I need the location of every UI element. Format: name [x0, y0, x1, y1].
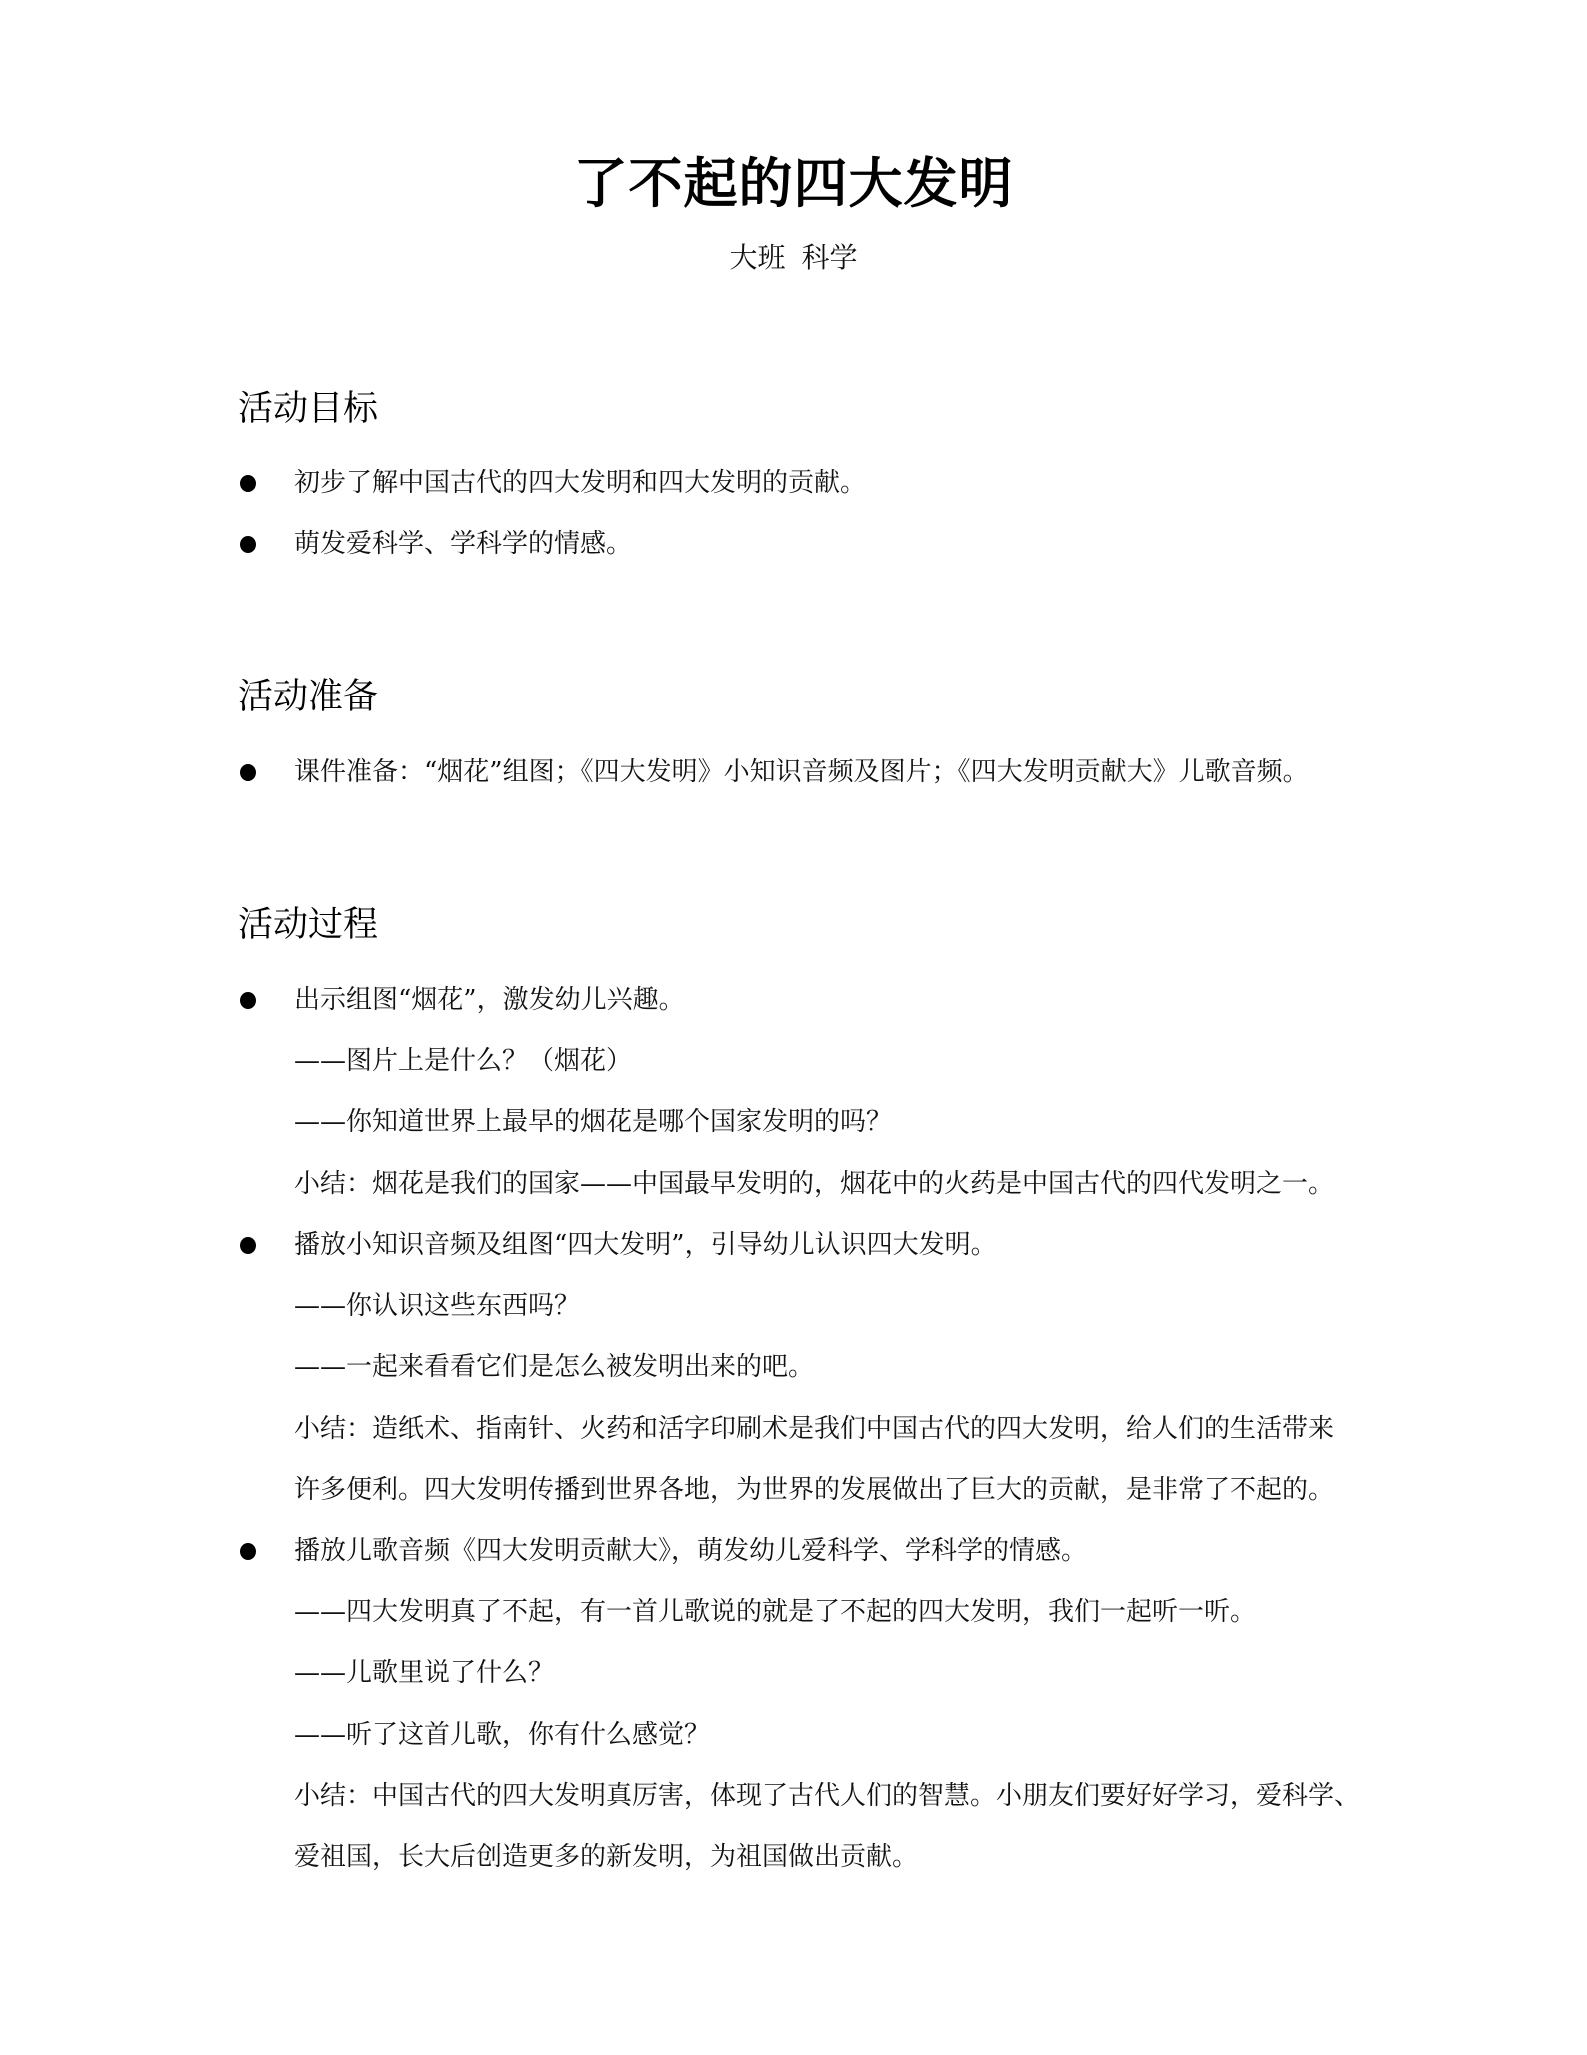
process-step-summary: 小结：中国古代的四大发明真厉害，体现了古代人们的智慧。小朋友们要好好学习，爱科学、 [294, 1781, 1361, 1811]
process-step-line: ——听了这首儿歌，你有什么感觉？ [294, 1720, 711, 1750]
bullet-icon [240, 1237, 256, 1254]
process-step-line: ——你知道世界上最早的烟花是哪个国家发明的吗？ [294, 1107, 893, 1137]
process-step-line: ——图片上是什么？（烟花） [294, 1046, 633, 1076]
goal-item: 萌发爱科学、学科学的情感。 [294, 529, 633, 559]
document-subtitle [0, 238, 1587, 278]
process-step-line: ——儿歌里说了什么？ [294, 1658, 555, 1688]
process-step-line: ——四大发明真了不起，有一首儿歌说的就是了不起的四大发明，我们一起听一听。 [294, 1597, 1257, 1627]
process-step-summary-cont: 许多便利。四大发明传播到世界各地，为世界的发展做出了巨大的贡献，是非常了不起的。 [294, 1475, 1335, 1505]
preparation-item: 课件准备：“烟花”组图；《四大发明》小知识音频及图片；《四大发明贡献大》儿歌音频。 [294, 757, 1309, 787]
subtitle-class: 大班 [729, 241, 786, 274]
subtitle-subject: 科学 [801, 241, 858, 274]
process-step-summary: 小结：烟花是我们的国家——中国最早发明的，烟花中的火药是中国古代的四代发明之一。 [294, 1169, 1335, 1199]
process-step-line: ——你认识这些东西吗？ [294, 1291, 581, 1321]
process-step-line: ——一起来看看它们是怎么被发明出来的吧。 [294, 1352, 815, 1382]
goal-item: 初步了解中国古代的四大发明和四大发明的贡献。 [294, 468, 867, 498]
process-step-title: 播放儿歌音频《四大发明贡献大》，萌发幼儿爱科学、学科学的情感。 [294, 1536, 1088, 1566]
document-title: 了不起的四大发明 [573, 151, 1014, 215]
process-step-summary-cont: 爱祖国，长大后创造更多的新发明，为祖国做出贡献。 [294, 1842, 919, 1872]
bullet-icon [240, 475, 256, 492]
process-step-title: 播放小知识音频及组图“四大发明”，引导幼儿认识四大发明。 [294, 1230, 997, 1260]
bullet-icon [240, 1543, 256, 1560]
section-heading-goals: 活动目标 [238, 389, 379, 429]
process-step-summary: 小结：造纸术、指南针、火药和活字印刷术是我们中国古代的四大发明，给人们的生活带来 [294, 1414, 1335, 1444]
process-step-title: 出示组图“烟花”，激发幼儿兴趣。 [294, 985, 685, 1015]
section-heading-preparation: 活动准备 [238, 677, 379, 717]
bullet-icon [240, 764, 256, 781]
bullet-icon [240, 992, 256, 1009]
bullet-icon [240, 536, 256, 553]
section-heading-process: 活动过程 [238, 905, 379, 945]
